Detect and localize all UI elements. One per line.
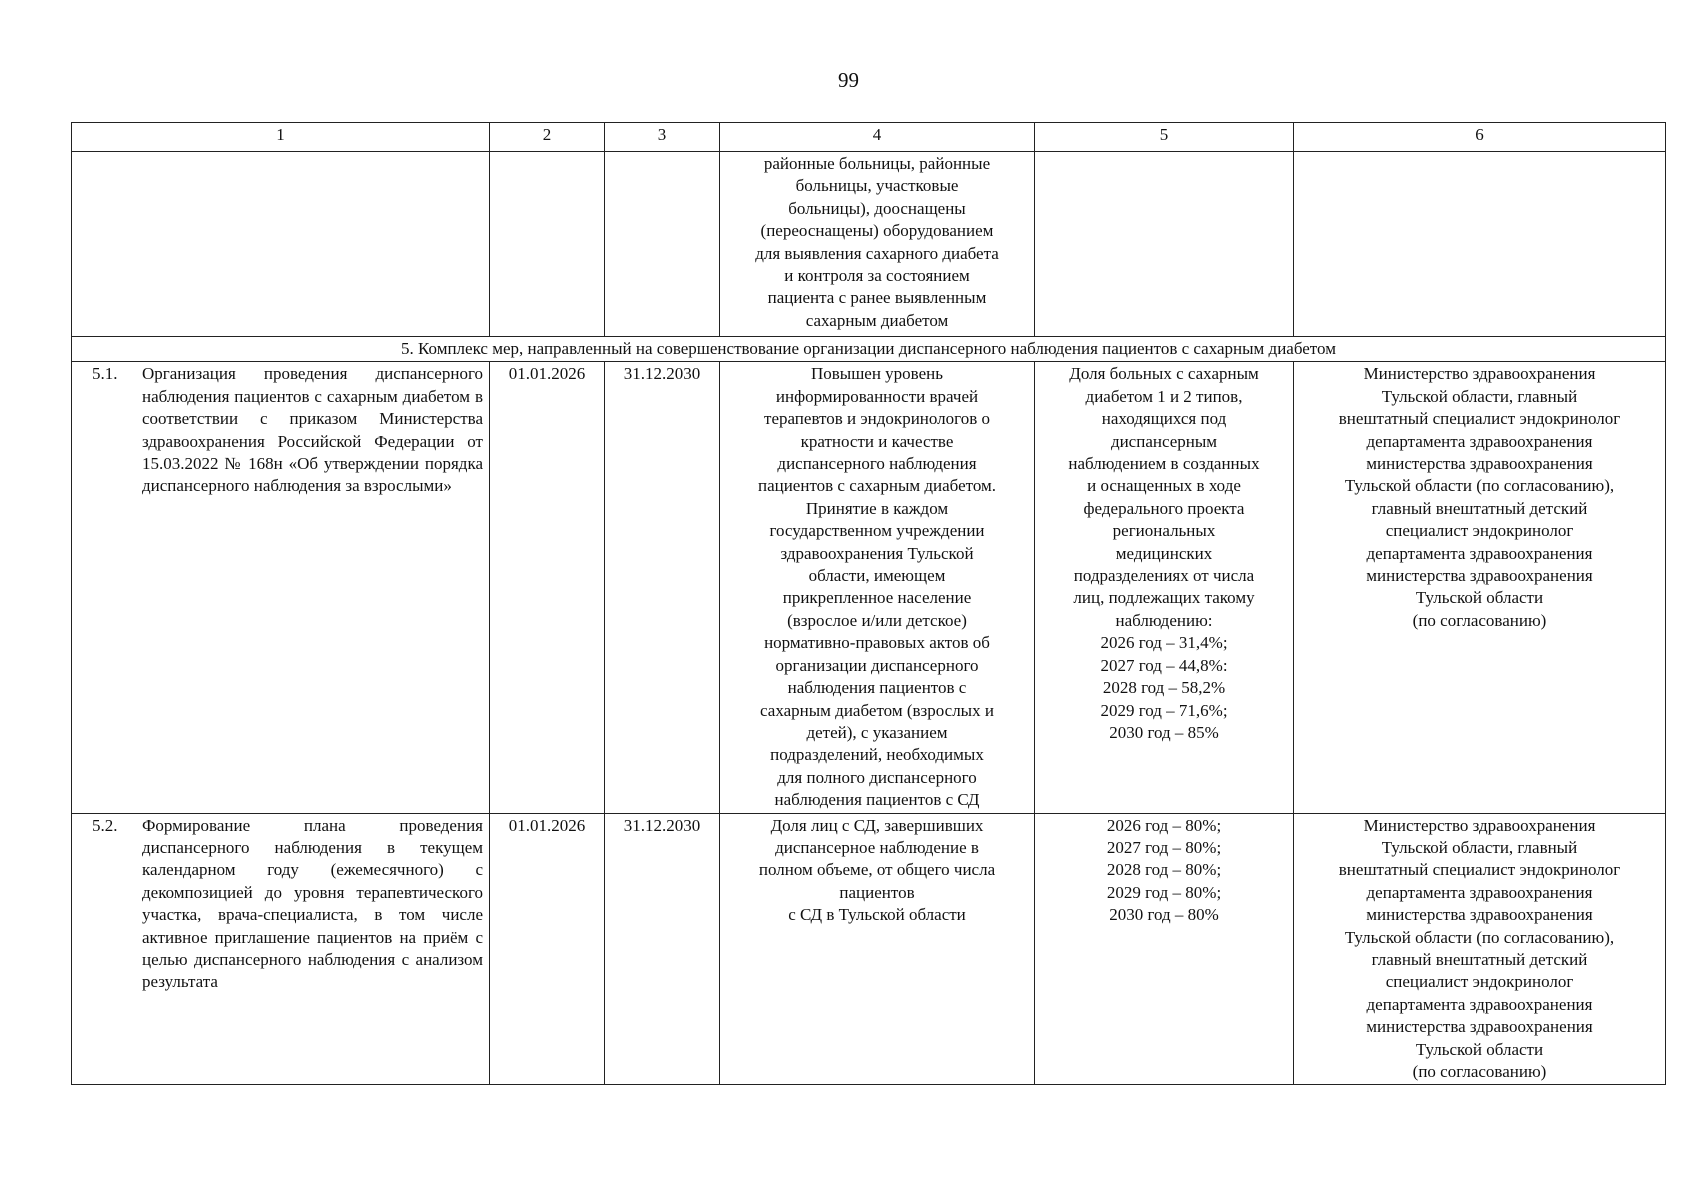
column-number-2: 2 (490, 123, 605, 152)
table-row (72, 813, 1666, 1085)
responsible: Министерство здравоохранения Тульской области, главный внештатный специалист эндокринолог департамента здравоохранения министерства здравоохранения Тульской области (по согласованию), главный внештатный детский специалист эндокринолог департамента здравоохранения министерства здравоохранения Тульской области (по согласованию) (1294, 362, 1666, 813)
column-number-3: 3 (605, 123, 720, 152)
column-number-1: 1 (72, 123, 490, 152)
column-number-5: 5 (1035, 123, 1294, 152)
cell-empty (490, 152, 605, 337)
cell-empty (72, 152, 490, 337)
cell-empty (1294, 152, 1666, 337)
page-number: 99 (838, 68, 859, 92)
responsible: Министерство здравоохранения Тульской области, главный внештатный специалист эндокринолог департамента здравоохранения министерства здравоохранения Тульской области (по согласованию), главный внештатный детский специалист эндокринолог департамента здравоохранения министерства здравоохранения Тульской области (по согласованию) (1294, 813, 1666, 1085)
measure-number: 5.1. (92, 364, 118, 384)
measure-cell (72, 813, 490, 1085)
measures-table (71, 122, 1666, 1085)
cell-empty (605, 152, 720, 337)
expected-result: Повышен уровень информированности врачей терапевтов и эндокринологов о кратности и качестве диспансерного наблюдения пациентов с сахарным диабетом. Принятие в каждом государственном учреждении здравоохранения Тульской области, имеющем прикрепленное население (взрослое и/или детское) нормативно-правовых актов об организации диспансерного наблюдения пациентов с сахарным диабетом (взрослых и детей), с указанием подразделений, необходимых для полного диспансерного наблюдения пациентов с СД (720, 362, 1035, 813)
column-number-row (72, 123, 1666, 152)
measure-name: Организация проведения диспансерного наблюдения пациентов с сахарным диабетом в соответствии с приказом Министерства здравоохранения Российской Федерации от 15.03.2022 № 168н «Об утверждении порядка диспансерного наблюдения за взрослыми» (142, 364, 483, 496)
indicator: 2026 год – 80%; 2027 год – 80%; 2028 год – 80%; 2029 год – 80%; 2030 год – 80% (1035, 813, 1294, 1085)
measure-cell (72, 362, 490, 813)
continuation-result: районные больницы, районные больницы, участковые больницы), дооснащены (переоснащены) оборудованием для выявления сахарного диабета и контроля за состоянием пациента с ранее выявленным сахарным диабетом (720, 152, 1035, 337)
section-row (72, 337, 1666, 362)
table-row (72, 362, 1666, 813)
end-date: 31.12.2030 (605, 362, 720, 813)
column-number-6: 6 (1294, 123, 1666, 152)
measure-name: Формирование плана проведения диспансерного наблюдения в текущем календарном году (ежемесячного) с декомпозицией до уровня терапевтического участка, врача-специалиста, в том числе активное приглашение пациентов на приём с целью диспансерного наблюдения с анализом результата (142, 815, 483, 992)
end-date: 31.12.2030 (605, 813, 720, 1085)
start-date: 01.01.2026 (490, 362, 605, 813)
expected-result: Доля лиц с СД, завершивших диспансерное наблюдение в полном объеме, от общего числа пациентов с СД в Тульской области (720, 813, 1035, 1085)
start-date: 01.01.2026 (490, 813, 605, 1085)
continuation-row (72, 152, 1666, 337)
column-number-4: 4 (720, 123, 1035, 152)
section-heading: 5. Комплекс мер, направленный на совершенствование организации диспансерного наблюдения пациентов с сахарным диабетом (72, 337, 1666, 362)
measure-number: 5.2. (92, 815, 118, 835)
cell-empty (1035, 152, 1294, 337)
indicator: Доля больных с сахарным диабетом 1 и 2 типов, находящихся под диспансерным наблюдением в созданных и оснащенных в ходе федерального проекта региональных медицинских подразделениях от числа лиц, подлежащих такому наблюдению: 2026 год – 31,4%; 2027 год – 44,8%: 2028 год – 58,2% 2029 год – 71,6%; 2030 год – 85% (1035, 362, 1294, 813)
